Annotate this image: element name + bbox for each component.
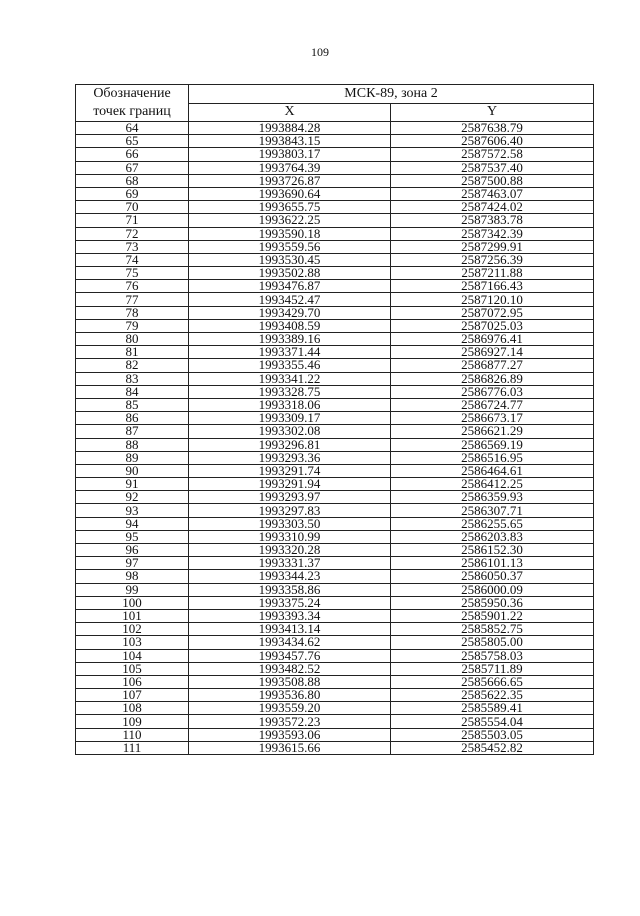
y-coordinate-cell: 2587572.58 xyxy=(391,148,594,161)
x-coordinate-cell: 1993371.44 xyxy=(189,346,391,359)
table-row xyxy=(76,662,594,675)
x-coordinate-cell: 1993293.36 xyxy=(189,451,391,464)
x-coordinate-cell: 1993302.08 xyxy=(189,425,391,438)
y-coordinate-cell: 2587463.07 xyxy=(391,187,594,200)
point-number-cell: 74 xyxy=(76,253,189,266)
y-coordinate-cell: 2585589.41 xyxy=(391,702,594,715)
x-coordinate-cell: 1993615.66 xyxy=(189,741,391,754)
y-coordinate-cell: 2586776.03 xyxy=(391,385,594,398)
x-coordinate-cell: 1993590.18 xyxy=(189,227,391,240)
header-x: X xyxy=(189,103,391,122)
table-row xyxy=(76,267,594,280)
x-coordinate-cell: 1993393.34 xyxy=(189,609,391,622)
table-row xyxy=(76,319,594,332)
table-row xyxy=(76,517,594,530)
table-row xyxy=(76,148,594,161)
y-coordinate-cell: 2586826.89 xyxy=(391,372,594,385)
y-coordinate-cell: 2585622.35 xyxy=(391,689,594,702)
y-coordinate-cell: 2585758.03 xyxy=(391,649,594,662)
y-coordinate-cell: 2586101.13 xyxy=(391,557,594,570)
point-number-cell: 85 xyxy=(76,398,189,411)
x-coordinate-cell: 1993358.86 xyxy=(189,583,391,596)
point-number-cell: 107 xyxy=(76,689,189,702)
y-coordinate-cell: 2586000.09 xyxy=(391,583,594,596)
x-coordinate-cell: 1993318.06 xyxy=(189,398,391,411)
x-coordinate-cell: 1993434.62 xyxy=(189,636,391,649)
point-number-cell: 73 xyxy=(76,240,189,253)
table-row xyxy=(76,412,594,425)
x-coordinate-cell: 1993452.47 xyxy=(189,293,391,306)
x-coordinate-cell: 1993655.75 xyxy=(189,201,391,214)
table-row xyxy=(76,741,594,754)
table-row xyxy=(76,689,594,702)
table-row xyxy=(76,398,594,411)
table-row xyxy=(76,135,594,148)
y-coordinate-cell: 2586255.65 xyxy=(391,517,594,530)
y-coordinate-cell: 2586516.95 xyxy=(391,451,594,464)
table-row xyxy=(76,464,594,477)
point-number-cell: 76 xyxy=(76,280,189,293)
table-row xyxy=(76,372,594,385)
x-coordinate-cell: 1993726.87 xyxy=(189,174,391,187)
table-row xyxy=(76,715,594,728)
x-coordinate-cell: 1993476.87 xyxy=(189,280,391,293)
point-number-cell: 79 xyxy=(76,319,189,332)
y-coordinate-cell: 2586976.41 xyxy=(391,333,594,346)
point-number-cell: 93 xyxy=(76,504,189,517)
table-row xyxy=(76,333,594,346)
point-number-cell: 90 xyxy=(76,464,189,477)
y-coordinate-cell: 2586877.27 xyxy=(391,359,594,372)
y-coordinate-cell: 2587166.43 xyxy=(391,280,594,293)
y-coordinate-cell: 2586927.14 xyxy=(391,346,594,359)
table-body xyxy=(76,122,594,755)
y-coordinate-cell: 2585503.05 xyxy=(391,728,594,741)
point-number-cell: 81 xyxy=(76,346,189,359)
point-number-cell: 65 xyxy=(76,135,189,148)
y-coordinate-cell: 2587383.78 xyxy=(391,214,594,227)
x-coordinate-cell: 1993320.28 xyxy=(189,544,391,557)
x-coordinate-cell: 1993622.25 xyxy=(189,214,391,227)
table-row xyxy=(76,649,594,662)
table-row xyxy=(76,359,594,372)
point-number-cell: 78 xyxy=(76,306,189,319)
point-number-cell: 64 xyxy=(76,122,189,135)
table-row xyxy=(76,214,594,227)
point-number-cell: 80 xyxy=(76,333,189,346)
x-coordinate-cell: 1993884.28 xyxy=(189,122,391,135)
x-coordinate-cell: 1993690.64 xyxy=(189,187,391,200)
table-row xyxy=(76,161,594,174)
x-coordinate-cell: 1993408.59 xyxy=(189,319,391,332)
table-row xyxy=(76,306,594,319)
x-coordinate-cell: 1993764.39 xyxy=(189,161,391,174)
x-coordinate-cell: 1993457.76 xyxy=(189,649,391,662)
y-coordinate-cell: 2586464.61 xyxy=(391,464,594,477)
point-number-cell: 84 xyxy=(76,385,189,398)
table-row xyxy=(76,451,594,464)
x-coordinate-cell: 1993413.14 xyxy=(189,623,391,636)
y-coordinate-cell: 2587500.88 xyxy=(391,174,594,187)
table-row xyxy=(76,530,594,543)
table-row xyxy=(76,557,594,570)
x-coordinate-cell: 1993297.83 xyxy=(189,504,391,517)
x-coordinate-cell: 1993429.70 xyxy=(189,306,391,319)
x-coordinate-cell: 1993389.16 xyxy=(189,333,391,346)
header-coordinate-system: МСК-89, зона 2 xyxy=(189,85,594,104)
y-coordinate-cell: 2587025.03 xyxy=(391,319,594,332)
table-row xyxy=(76,293,594,306)
x-coordinate-cell: 1993303.50 xyxy=(189,517,391,530)
y-coordinate-cell: 2587606.40 xyxy=(391,135,594,148)
point-number-cell: 86 xyxy=(76,412,189,425)
point-number-cell: 95 xyxy=(76,530,189,543)
point-number-cell: 77 xyxy=(76,293,189,306)
point-number-cell: 94 xyxy=(76,517,189,530)
x-coordinate-cell: 1993293.97 xyxy=(189,491,391,504)
table-row xyxy=(76,491,594,504)
x-coordinate-cell: 1993843.15 xyxy=(189,135,391,148)
table-row xyxy=(76,346,594,359)
point-number-cell: 71 xyxy=(76,214,189,227)
x-coordinate-cell: 1993559.56 xyxy=(189,240,391,253)
y-coordinate-cell: 2587256.39 xyxy=(391,253,594,266)
point-number-cell: 96 xyxy=(76,544,189,557)
table-row xyxy=(76,227,594,240)
table-row xyxy=(76,187,594,200)
table-row xyxy=(76,201,594,214)
point-number-cell: 106 xyxy=(76,675,189,688)
table-row xyxy=(76,675,594,688)
y-coordinate-cell: 2585805.00 xyxy=(391,636,594,649)
y-coordinate-cell: 2585554.04 xyxy=(391,715,594,728)
point-number-cell: 91 xyxy=(76,478,189,491)
x-coordinate-cell: 1993355.46 xyxy=(189,359,391,372)
table-row xyxy=(76,702,594,715)
point-number-cell: 104 xyxy=(76,649,189,662)
header-y: Y xyxy=(391,103,594,122)
point-number-cell: 101 xyxy=(76,609,189,622)
point-number-cell: 102 xyxy=(76,623,189,636)
y-coordinate-cell: 2587537.40 xyxy=(391,161,594,174)
y-coordinate-cell: 2587299.91 xyxy=(391,240,594,253)
table-row xyxy=(76,609,594,622)
x-coordinate-cell: 1993341.22 xyxy=(189,372,391,385)
y-coordinate-cell: 2587342.39 xyxy=(391,227,594,240)
point-number-cell: 103 xyxy=(76,636,189,649)
x-coordinate-cell: 1993508.88 xyxy=(189,675,391,688)
point-number-cell: 68 xyxy=(76,174,189,187)
table-row xyxy=(76,583,594,596)
point-number-cell: 108 xyxy=(76,702,189,715)
table-row xyxy=(76,478,594,491)
table-row xyxy=(76,122,594,135)
header-point-designation: Обозначение точек границ xyxy=(76,85,189,122)
y-coordinate-cell: 2586359.93 xyxy=(391,491,594,504)
y-coordinate-cell: 2585950.36 xyxy=(391,596,594,609)
point-number-cell: 97 xyxy=(76,557,189,570)
x-coordinate-cell: 1993530.45 xyxy=(189,253,391,266)
coordinates-table xyxy=(75,84,594,755)
y-coordinate-cell: 2586307.71 xyxy=(391,504,594,517)
table-row xyxy=(76,570,594,583)
point-number-cell: 89 xyxy=(76,451,189,464)
y-coordinate-cell: 2587072.95 xyxy=(391,306,594,319)
table-row xyxy=(76,174,594,187)
point-number-cell: 87 xyxy=(76,425,189,438)
y-coordinate-cell: 2586724.77 xyxy=(391,398,594,411)
y-coordinate-cell: 2585901.22 xyxy=(391,609,594,622)
point-number-cell: 67 xyxy=(76,161,189,174)
x-coordinate-cell: 1993310.99 xyxy=(189,530,391,543)
point-number-cell: 70 xyxy=(76,201,189,214)
table-row xyxy=(76,240,594,253)
x-coordinate-cell: 1993536.80 xyxy=(189,689,391,702)
point-number-cell: 99 xyxy=(76,583,189,596)
point-number-cell: 75 xyxy=(76,267,189,280)
table-row xyxy=(76,636,594,649)
y-coordinate-cell: 2586621.29 xyxy=(391,425,594,438)
point-number-cell: 92 xyxy=(76,491,189,504)
page-number: 109 xyxy=(311,45,329,59)
x-coordinate-cell: 1993803.17 xyxy=(189,148,391,161)
table-row xyxy=(76,438,594,451)
table-row xyxy=(76,596,594,609)
y-coordinate-cell: 2585452.82 xyxy=(391,741,594,754)
y-coordinate-cell: 2585666.65 xyxy=(391,675,594,688)
table-row xyxy=(76,253,594,266)
x-coordinate-cell: 1993593.06 xyxy=(189,728,391,741)
y-coordinate-cell: 2587120.10 xyxy=(391,293,594,306)
point-number-cell: 111 xyxy=(76,741,189,754)
point-number-cell: 100 xyxy=(76,596,189,609)
x-coordinate-cell: 1993328.75 xyxy=(189,385,391,398)
y-coordinate-cell: 2586569.19 xyxy=(391,438,594,451)
x-coordinate-cell: 1993291.74 xyxy=(189,464,391,477)
point-number-cell: 105 xyxy=(76,662,189,675)
x-coordinate-cell: 1993559.20 xyxy=(189,702,391,715)
x-coordinate-cell: 1993502.88 xyxy=(189,267,391,280)
point-number-cell: 82 xyxy=(76,359,189,372)
point-number-cell: 69 xyxy=(76,187,189,200)
table-row xyxy=(76,728,594,741)
point-number-cell: 109 xyxy=(76,715,189,728)
table-row xyxy=(76,504,594,517)
table-row xyxy=(76,623,594,636)
x-coordinate-cell: 1993375.24 xyxy=(189,596,391,609)
x-coordinate-cell: 1993482.52 xyxy=(189,662,391,675)
x-coordinate-cell: 1993344.23 xyxy=(189,570,391,583)
table-row xyxy=(76,544,594,557)
x-coordinate-cell: 1993331.37 xyxy=(189,557,391,570)
y-coordinate-cell: 2586203.83 xyxy=(391,530,594,543)
x-coordinate-cell: 1993291.94 xyxy=(189,478,391,491)
table-row xyxy=(76,385,594,398)
y-coordinate-cell: 2587638.79 xyxy=(391,122,594,135)
y-coordinate-cell: 2587211.88 xyxy=(391,267,594,280)
point-number-cell: 72 xyxy=(76,227,189,240)
x-coordinate-cell: 1993572.23 xyxy=(189,715,391,728)
table-row xyxy=(76,425,594,438)
y-coordinate-cell: 2586412.25 xyxy=(391,478,594,491)
table-row xyxy=(76,280,594,293)
point-number-cell: 110 xyxy=(76,728,189,741)
point-number-cell: 66 xyxy=(76,148,189,161)
y-coordinate-cell: 2587424.02 xyxy=(391,201,594,214)
point-number-cell: 83 xyxy=(76,372,189,385)
x-coordinate-cell: 1993296.81 xyxy=(189,438,391,451)
y-coordinate-cell: 2585711.89 xyxy=(391,662,594,675)
point-number-cell: 98 xyxy=(76,570,189,583)
point-number-cell: 88 xyxy=(76,438,189,451)
y-coordinate-cell: 2586050.37 xyxy=(391,570,594,583)
x-coordinate-cell: 1993309.17 xyxy=(189,412,391,425)
y-coordinate-cell: 2585852.75 xyxy=(391,623,594,636)
y-coordinate-cell: 2586152.30 xyxy=(391,544,594,557)
y-coordinate-cell: 2586673.17 xyxy=(391,412,594,425)
